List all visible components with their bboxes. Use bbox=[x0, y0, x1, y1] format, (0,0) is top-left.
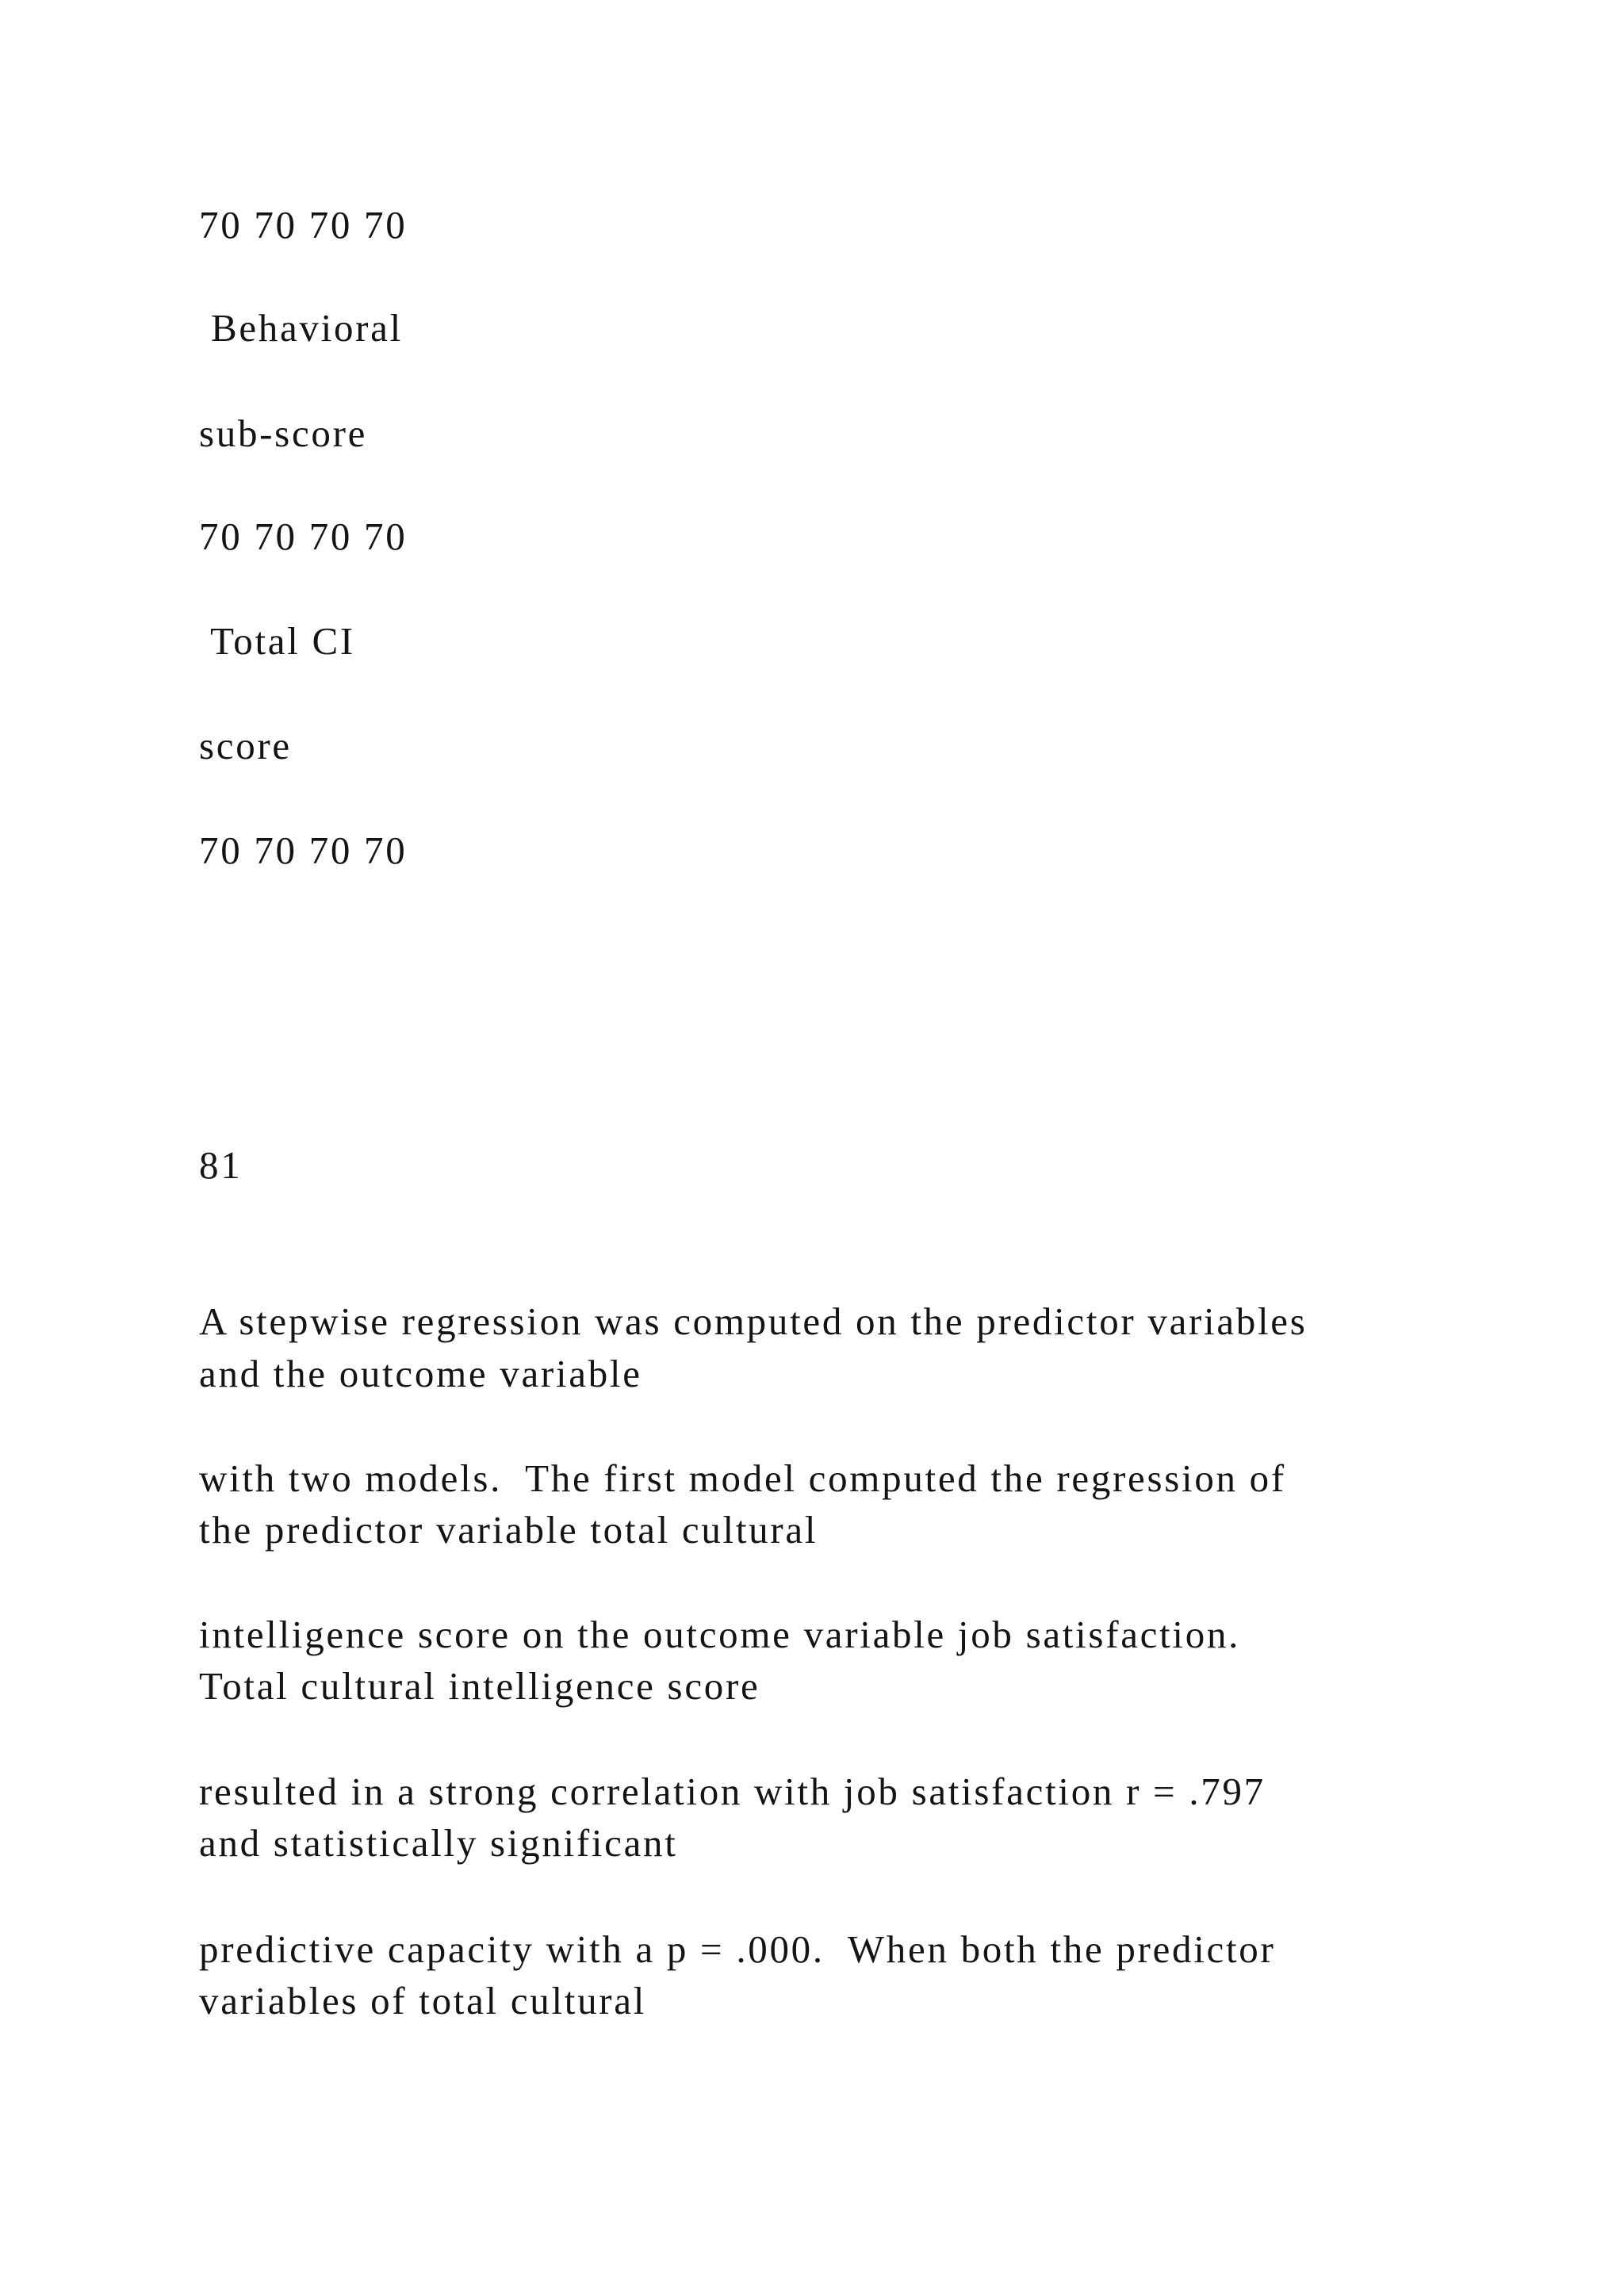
table-values-row: 70 70 70 70 bbox=[199, 203, 408, 247]
paragraph-line: and the outcome variable bbox=[199, 1352, 642, 1395]
table-values-row: 70 70 70 70 bbox=[199, 515, 408, 558]
table-row-label: Total CI bbox=[199, 619, 355, 663]
paragraph-line: and statistically significant bbox=[199, 1821, 678, 1865]
paragraph-line: Total cultural intelligence score bbox=[199, 1664, 760, 1708]
page-number: 81 bbox=[199, 1143, 243, 1187]
paragraph-line: resulted in a strong correlation with job satisfaction r = .797 bbox=[199, 1770, 1266, 1813]
paragraph-line: with two models. The first model computed the regression of bbox=[199, 1456, 1286, 1500]
paragraph-line: the predictor variable total cultural bbox=[199, 1508, 818, 1552]
table-row-label: sub-score bbox=[199, 411, 368, 455]
paragraph-line: intelligence score on the outcome variable job satisfaction. bbox=[199, 1613, 1241, 1656]
paragraph-line: variables of total cultural bbox=[199, 1979, 647, 2022]
table-values-row: 70 70 70 70 bbox=[199, 828, 408, 872]
paragraph-line: predictive capacity with a p = .000. When both the predictor bbox=[199, 1927, 1276, 1971]
table-row-label: score bbox=[199, 724, 292, 767]
table-row-label: Behavioral bbox=[199, 306, 403, 350]
paragraph-line: A stepwise regression was computed on the predictor variables bbox=[199, 1299, 1308, 1343]
